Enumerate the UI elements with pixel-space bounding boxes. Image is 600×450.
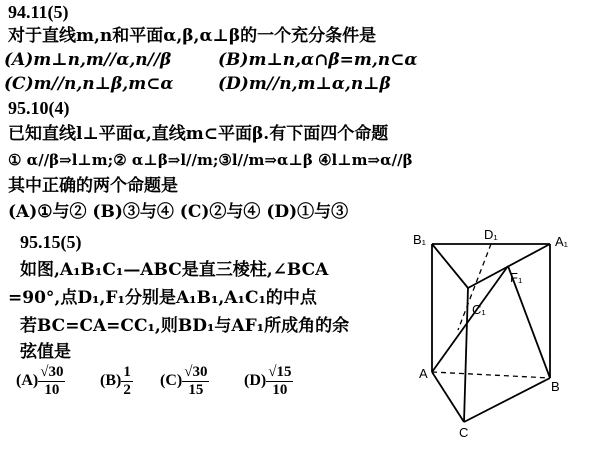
q1-option-a: (A)m⊥n,m//α,n//β [4, 50, 172, 70]
q3-choice-c-label: (C) [160, 372, 183, 390]
edge-c1-c [464, 288, 468, 422]
q1-option-b: (B)m⊥n,α∩β=m,n⊂α [218, 50, 418, 70]
q3-choice-d-label: (D) [244, 372, 267, 390]
label-f1: F₁ [510, 270, 523, 285]
segment-a-f1 [432, 266, 508, 372]
q3-line-2: =90°,点D₁,F₁分别是A₁B₁,A₁C₁的中点 [8, 288, 317, 308]
label-b: B [551, 379, 560, 394]
q2-propositions: ① α//β⇒l⊥m;② α⊥β⇒l//m;③l//m⇒α⊥β ④l⊥m⇒α//β [8, 151, 413, 169]
q3-choice-a-label: (A) [16, 372, 39, 390]
label-b1: B₁ [413, 232, 427, 247]
q3-line-3: 若BC=CA=CC₁,则BD₁与AF₁所成角的余 [20, 316, 350, 336]
q1-header: 94.11(5) [8, 2, 69, 22]
fraction-denominator: 15 [188, 382, 204, 398]
label-a1: A₁ [555, 234, 569, 249]
segment-b-d1-hidden [458, 244, 491, 330]
q2-ask: 其中正确的两个命题是 [8, 176, 178, 196]
fraction-numerator: √15 [268, 364, 292, 380]
segment-d1-b-hidden [491, 244, 550, 378]
fraction-numerator: √30 [40, 364, 64, 380]
edge-b1-c1 [432, 244, 468, 288]
edge-a-c [432, 372, 464, 422]
q2-choices: (A)①与② (B)③与④ (C)②与④ (D)①与③ [8, 202, 349, 222]
edge-a-b-hidden [432, 372, 550, 378]
fraction-numerator: √30 [184, 364, 208, 380]
fraction-denominator: 2 [123, 382, 131, 398]
q1-option-c: (C)m//n,n⊥β,m⊂α [4, 74, 174, 94]
q3-header: 95.15(5) [20, 232, 82, 252]
label-a: A [419, 366, 428, 381]
q3-choice-b-label: (B) [100, 372, 122, 390]
q3-line-1: 如图,A₁B₁C₁—ABC是直三棱柱,∠BCA [20, 260, 329, 280]
q2-header: 95.10(4) [8, 98, 70, 118]
q3-line-4: 弦值是 [20, 342, 71, 362]
label-c: C [459, 425, 469, 440]
fraction-numerator: 1 [123, 364, 131, 380]
label-c1: C₁ [472, 302, 486, 317]
label-d1: D₁ [484, 227, 498, 242]
q1-stem: 对于直线m,n和平面α,β,α⊥β的一个充分条件是 [8, 26, 377, 46]
fraction-denominator: 10 [272, 382, 288, 398]
q2-stem: 已知直线l⊥平面α,直线m⊂平面β.有下面四个命题 [8, 124, 389, 144]
edge-c-b [464, 378, 550, 422]
q1-option-d: (D)m//n,m⊥α,n⊥β [218, 74, 391, 94]
fraction-denominator: 10 [44, 382, 60, 398]
edge-c1-a1 [468, 244, 550, 288]
